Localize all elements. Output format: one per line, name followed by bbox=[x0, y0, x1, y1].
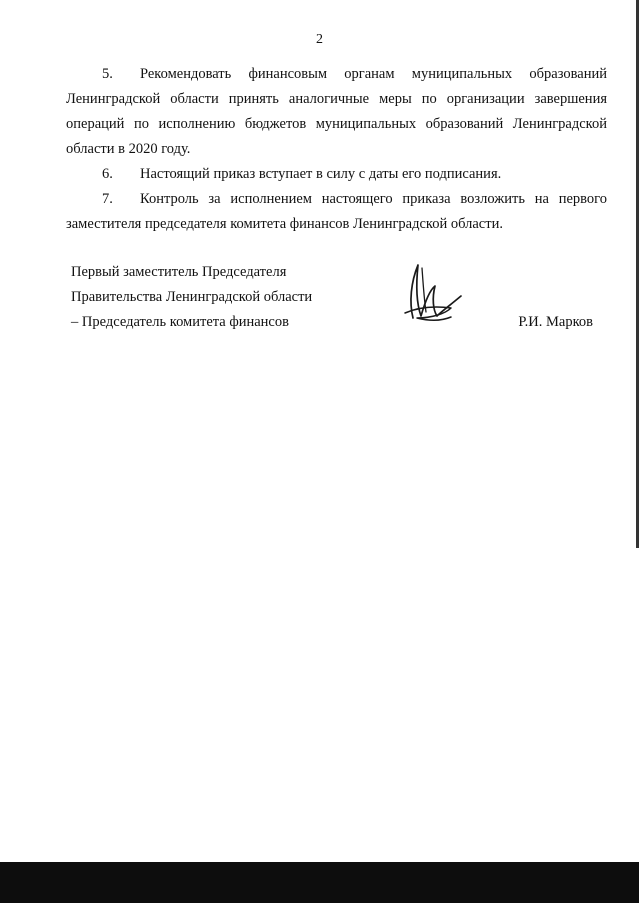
signatory-name: Р.И. Марков bbox=[518, 314, 593, 330]
paragraph-text: Настоящий приказ вступает в силу с даты его подписания. bbox=[140, 166, 502, 182]
paragraph-5 bbox=[66, 62, 607, 162]
paragraph-number: 7. bbox=[102, 191, 113, 207]
paragraph-number: 5. bbox=[102, 66, 113, 82]
scan-bottom-edge bbox=[0, 862, 639, 903]
page-number: 2 bbox=[316, 32, 323, 47]
signature-block bbox=[71, 260, 596, 340]
signatory-title-line: – Председатель комитета финансов bbox=[71, 314, 289, 330]
signatory-title bbox=[71, 260, 596, 335]
paragraph-7 bbox=[66, 187, 607, 237]
signatory-title-line: Первый заместитель Председателя bbox=[71, 264, 287, 280]
paragraph-text: Рекомендовать финансовым органам муниципальных образований Ленинградской области принять аналогичные меры по организации завершения операций по исполнению бюджетов муниципальных образований Ленинградской области в 2020 году. bbox=[66, 66, 607, 157]
paragraph-text: Контроль за исполнением настоящего приказа возложить на первого заместителя председателя комитета финансов Ленинградской области. bbox=[66, 191, 607, 232]
document-body bbox=[66, 62, 607, 237]
paragraph-number: 6. bbox=[102, 166, 113, 182]
handwritten-signature bbox=[391, 260, 463, 326]
signatory-title-line: Правительства Ленинградской области bbox=[71, 289, 313, 305]
paragraph-6 bbox=[66, 162, 607, 187]
